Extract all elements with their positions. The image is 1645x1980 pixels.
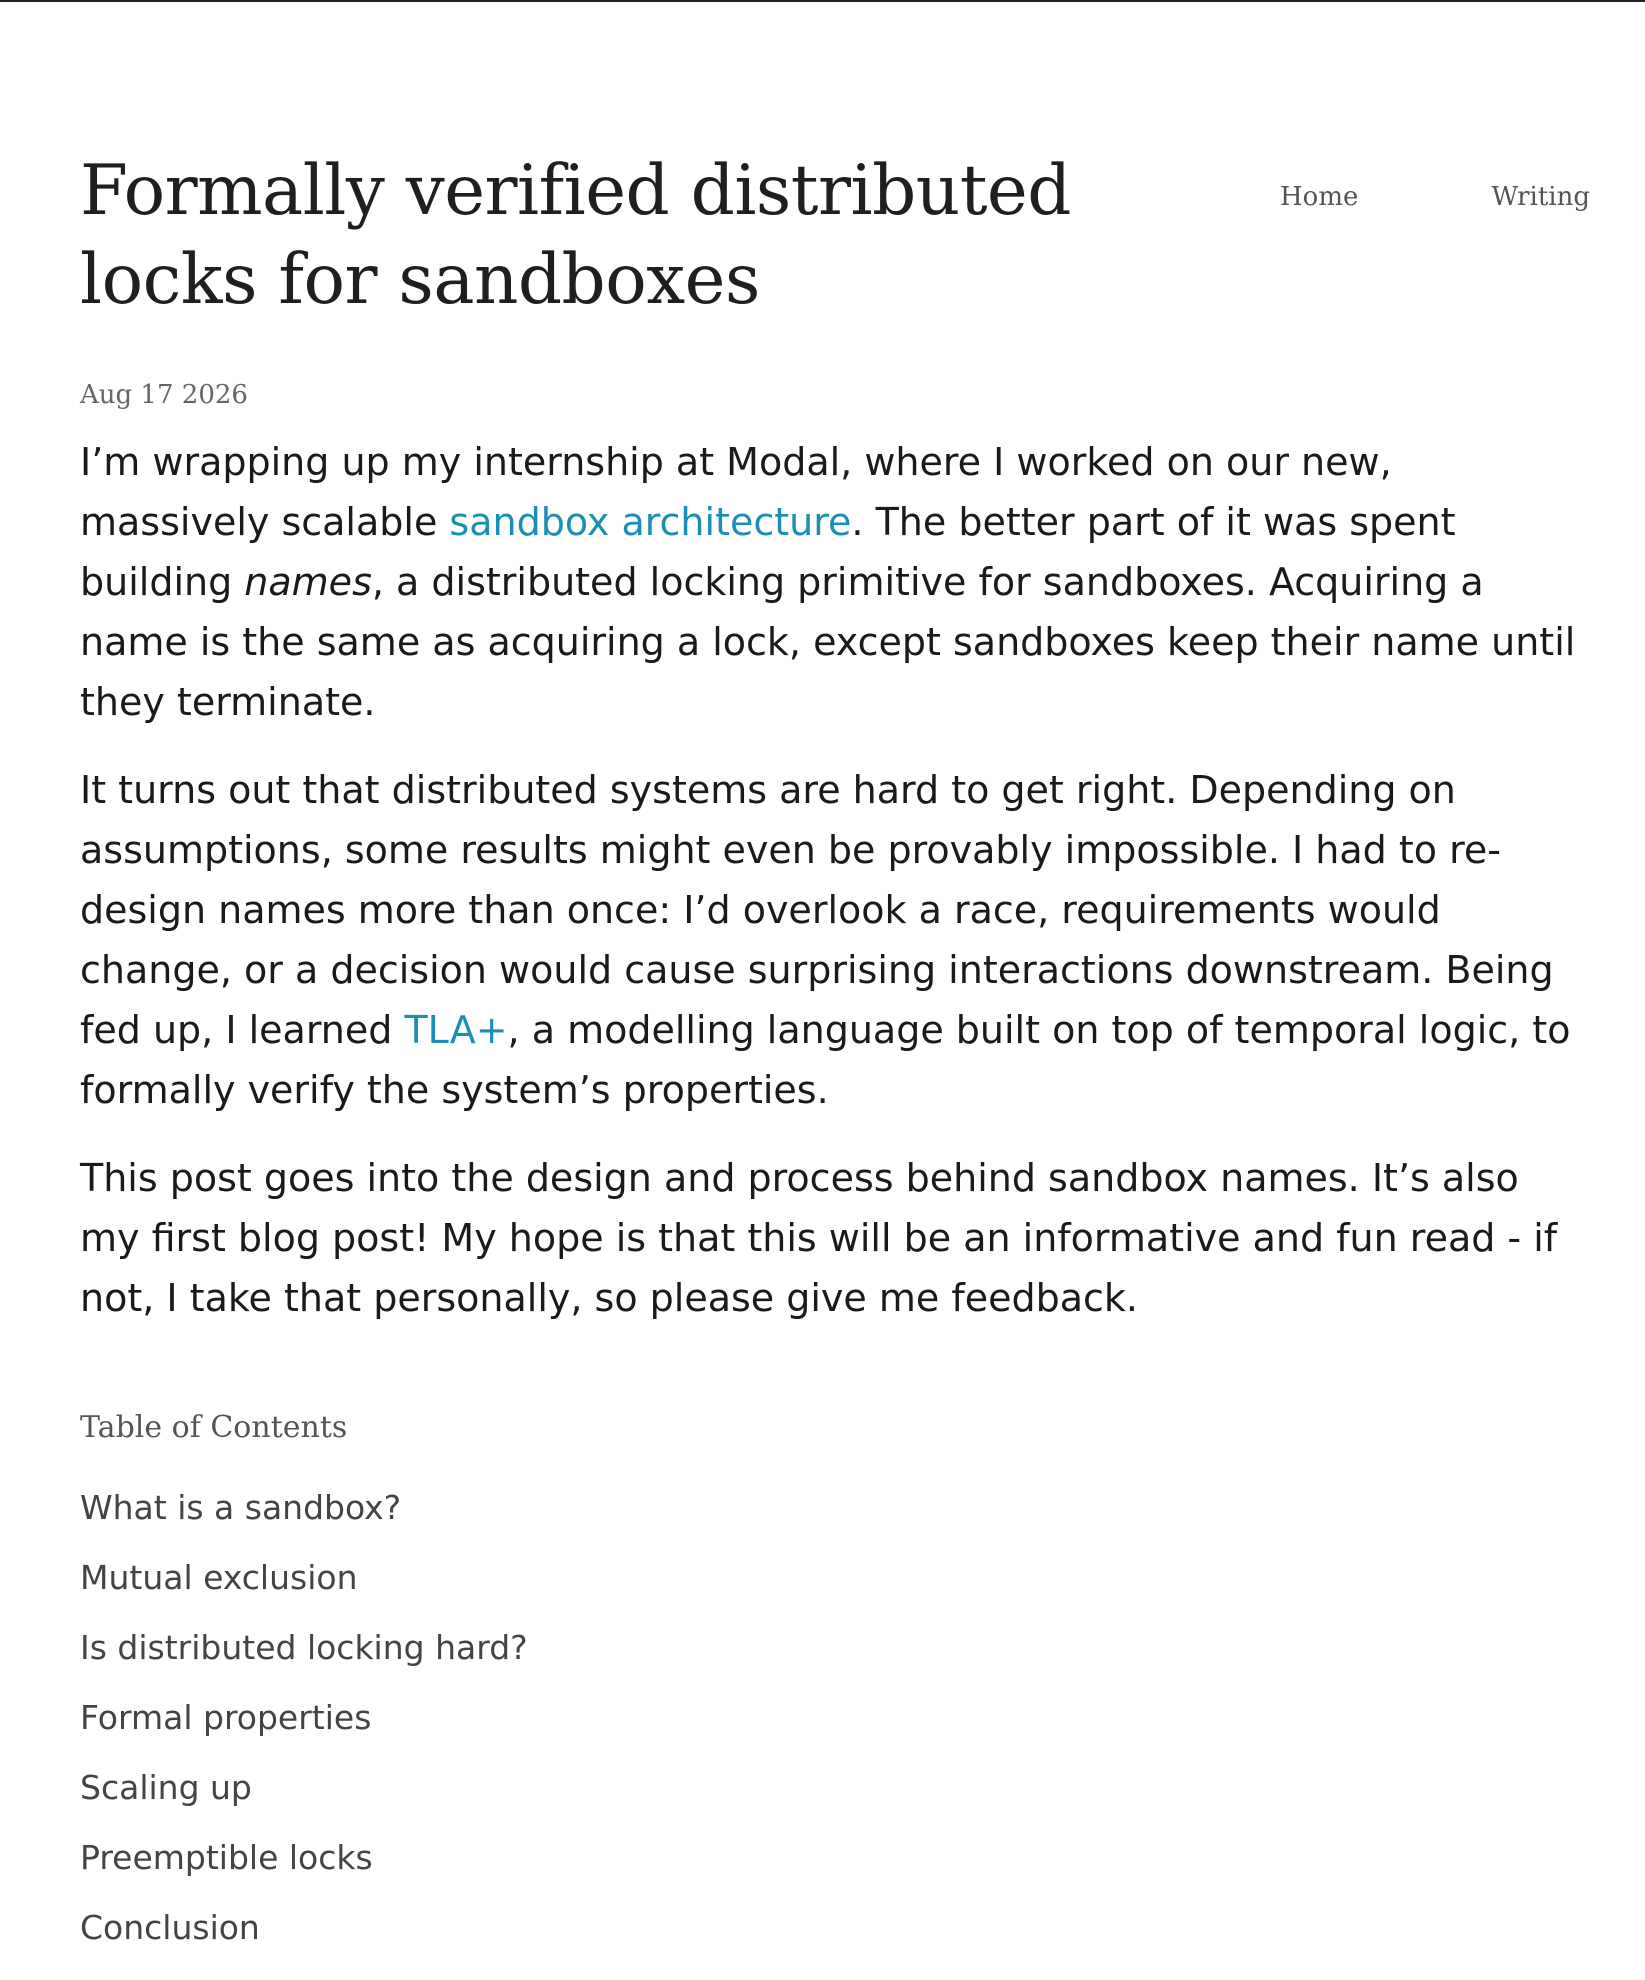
post-date: Aug 17 2026 [80, 380, 248, 410]
post-header [80, 2, 1590, 325]
toc-item-mutual-exclusion[interactable]: Mutual exclusion [80, 1558, 358, 1597]
paragraph-text: , a modelling language built on top of temporal logic, to formally verify the system’s properties. [80, 1008, 1571, 1112]
paragraph-text: It turns out that distributed systems are hard to get right. Depending on assumptions, some results might even be provably impossible. I had to re-design names more than once: I’d overlook a race, requirements would change, or a decision would cause surprising interactions downstream. Being fed up, I learned [80, 768, 1554, 1052]
site-nav [1280, 182, 1590, 212]
nav-home-link[interactable]: Home [1280, 182, 1359, 212]
nav-writing-link[interactable]: Writing [1491, 182, 1590, 212]
post-title: Formally verified distributed locks for sandboxes [80, 151, 1071, 320]
table-of-contents [80, 1473, 1590, 1963]
toc-heading: Table of Contents [80, 1410, 348, 1445]
toc-item-conclusion[interactable]: Conclusion [80, 1908, 260, 1947]
paragraph-overview: This post goes into the design and process behind sandbox names. It’s also my first blog post! My hope is that this will be an informative and fun read - if not, I take that personally, so please give me feedback. [80, 1156, 1558, 1320]
names-emphasis: names [244, 560, 372, 604]
tla-plus-link[interactable]: TLA+ [404, 1008, 508, 1052]
page [80, 2, 1590, 1963]
toc-item-formal-properties[interactable]: Formal properties [80, 1698, 372, 1737]
paragraph-text: , a distributed locking primitive for sandboxes. Acquiring a name is the same as acquiring a lock, except sandboxes keep their name until they terminate. [80, 560, 1576, 724]
toc-item-distributed-locking-hard[interactable]: Is distributed locking hard? [80, 1628, 528, 1667]
toc-item-scaling-up[interactable]: Scaling up [80, 1768, 252, 1807]
paragraph-intro [80, 432, 1590, 732]
paragraph-text: I’m wrapping up my internship at Modal, where I worked on our new, massively scalable [80, 440, 1392, 544]
sandbox-architecture-link[interactable]: sandbox architecture [449, 500, 852, 544]
toc-item-what-is-a-sandbox[interactable]: What is a sandbox? [80, 1488, 402, 1527]
paragraph-motivation [80, 760, 1590, 1120]
paragraph-text: . The better part of it was spent building [80, 500, 1456, 604]
toc-item-preemptible-locks[interactable]: Preemptible locks [80, 1838, 373, 1877]
